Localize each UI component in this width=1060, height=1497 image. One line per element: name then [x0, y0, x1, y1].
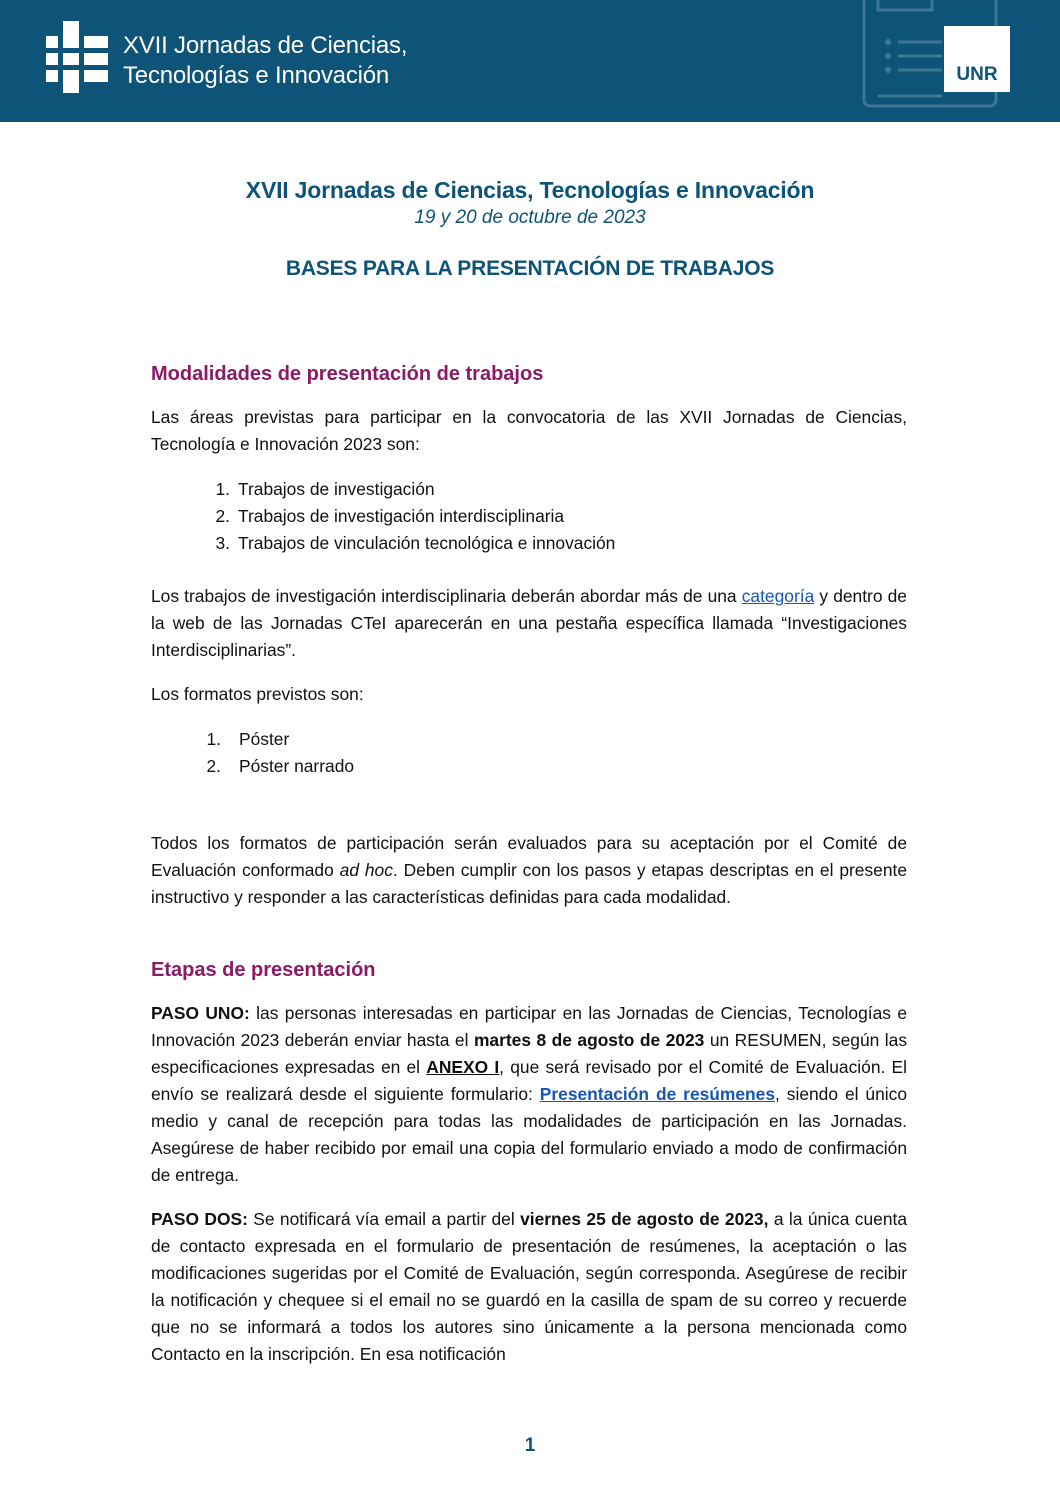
header-title [123, 31, 407, 91]
areas-list [151, 476, 907, 557]
page-number: 1 [524, 1435, 536, 1456]
paso-dos-paragraph: PASO DOS: Se notificará vía email a partir del viernes 25 de agosto de 2023, a la única cuenta de contacto expresada en el formulario de presentación de resúmenes, la aceptación o las modificaciones sugeridas por el Comité de Evaluación, según corresponda. Asegúrese de recibir la notificación y chequee si el email no se guardó en la casilla de spam de su correo y recuerde que no se informará a todos los autores sino únicamente a la persona mencionada como Contacto en la inscripción. En esa notificación [151, 1209, 908, 1364]
paso-uno-paragraph: PASO UNO: las personas interesadas en participar en las Jornadas de Ciencias, Tecnologías e Innovación 2023 deberán enviar hasta el martes 8 de agosto de 2023 un RESUMEN, según las especificaciones expresadas en el ANEXO I, que será revisado por el Comité de Evaluación. El envío se realizará desde el siguiente formulario: Presentación de resúmenes, siendo el único medio y canal de recepción para todas las modalidades de participación en las Jornadas. Asegúrese de haber recibido por email una copia del formulario enviado a modo de confirmación de entrega. [151, 1003, 908, 1185]
document-body [151, 360, 907, 1385]
page-header [0, 0, 1060, 122]
unr-logo: UNR [944, 26, 1010, 92]
section-heading-modalidades: Modalidades de presentación de trabajos [151, 363, 544, 385]
header-title-line2: Tecnologías e Innovación [123, 62, 390, 89]
list-item: 1. Póster [206, 729, 290, 749]
presentacion-resumenes-link[interactable]: Presentación de resúmenes [539, 1084, 776, 1104]
list-item: 3. Trabajos de vinculación tecnológica e innovación [215, 533, 616, 553]
jornadas-logo [46, 21, 108, 93]
anexo-reference: ANEXO I [426, 1057, 500, 1077]
categoria-link[interactable]: categoría [741, 586, 815, 606]
header-title-line1: XVII Jornadas de Ciencias, [123, 32, 408, 59]
event-date: 19 y 20 de octubre de 2023 [414, 207, 646, 228]
formats-intro: Los formatos previstos son: [151, 684, 364, 704]
areas-intro: Las áreas previstas para participar en la convocatoria de las XVII Jornadas de Ciencias, Tecnología e Innovación 2023 son: [151, 407, 907, 454]
page-subtitle: BASES PARA LA PRESENTACIÓN DE TRABAJOS [285, 257, 775, 280]
list-item: 2. Trabajos de investigación interdisciplinaria [215, 506, 565, 526]
interdisciplinary-paragraph: Los trabajos de investigación interdisciplinaria deberán abordar más de una categoría y dentro de la web de las Jornadas CTeI aparecerán en una pestaña específica llamada “Investigaciones Interdisciplinarias”. [151, 586, 907, 660]
section-heading-etapas: Etapas de presentación [151, 959, 376, 981]
list-item: 2. Póster narrado [206, 756, 355, 776]
page-title: XVII Jornadas de Ciencias, Tecnologías e Innovación [245, 177, 815, 203]
evaluation-paragraph: Todos los formatos de participación serán evaluados para su aceptación por el Comité de Evaluación conformado ad hoc. Deben cumplir con los pasos y etapas descriptas en el presente instructivo y responder a las características definidas para cada modalidad. [151, 833, 907, 907]
list-item: 1. Trabajos de investigación [215, 479, 435, 499]
formats-list [151, 726, 907, 780]
